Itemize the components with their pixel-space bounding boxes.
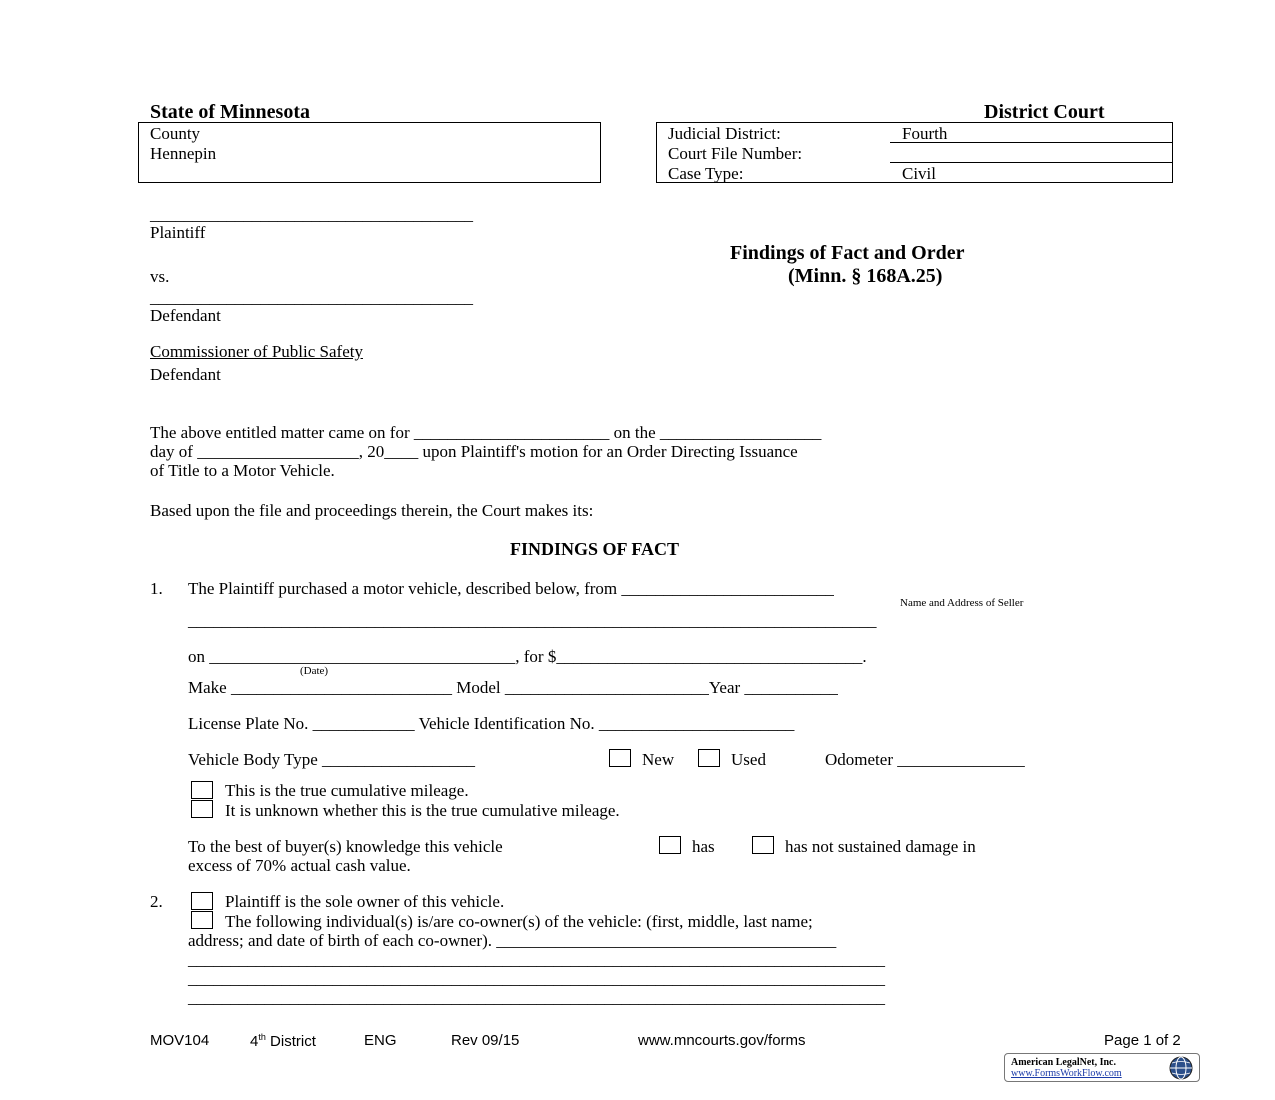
co-owner-line-2[interactable]: address; and date of birth of each co-owner). ________________________________________ [188,931,837,950]
co-owner-blank-2[interactable]: __________________________________________________________________________________ [188,969,885,988]
logo-company: American LegalNet, Inc. [1011,1057,1116,1068]
plaintiff-line[interactable]: ______________________________________ [150,205,473,224]
co-owner-blank-1[interactable]: __________________________________________________________________________________ [188,950,885,969]
co-owner-line-1: The following individual(s) is/are co-owner(s) of the vehicle: (first, middle, last name; [225,912,813,931]
county-label: County [150,124,201,143]
file-underline [890,162,1173,163]
new-label: New [642,750,675,769]
district-number: 4 [250,1033,259,1050]
damage-has-checkbox[interactable] [659,836,681,854]
date-price-line[interactable]: on ____________________________________, for $____________________________________. [188,647,867,666]
revision-date: Rev 09/15 [451,1032,520,1049]
district-word: District [270,1033,316,1050]
true-mileage-checkbox[interactable] [191,781,213,799]
county-value: Hennepin [150,144,217,163]
date-caption: (Date) [300,665,329,677]
commissioner-name: Commissioner of Public Safety [150,342,363,361]
defendant-label: Defendant [150,306,221,325]
body-type-line[interactable]: Vehicle Body Type __________________ [188,750,475,769]
document-title: Findings of Fact and Order [730,242,965,264]
true-mileage-label: This is the true cumulative mileage. [225,781,469,800]
damage-prefix: To the best of buyer(s) knowledge this vehicle [188,837,503,856]
judicial-district-value: Fourth [902,124,948,143]
court-heading: District Court [984,101,1105,123]
plate-vin-line[interactable]: License Plate No. ____________ Vehicle Identification No. _______________________ [188,714,795,733]
odometer-line[interactable]: Odometer _______________ [825,750,1025,769]
sole-owner-label: Plaintiff is the sole owner of this vehicle. [225,892,505,911]
defendant-line[interactable]: ______________________________________ [150,288,473,307]
damage-has-label: has [692,837,715,856]
page-number: Page 1 of 2 [1104,1032,1181,1049]
co-owner-blank-3[interactable]: __________________________________________________________________________________ [188,988,885,1007]
statute-reference: (Minn. § 168A.25) [788,265,943,287]
district-underline [890,142,1173,143]
new-checkbox[interactable] [609,749,631,767]
case-type-value: Civil [902,164,937,183]
globe-icon [1165,1055,1197,1081]
based-upon-text: Based upon the file and proceedings therein, the Court makes its: [150,501,594,520]
unknown-mileage-checkbox[interactable] [191,800,213,818]
unknown-mileage-label: It is unknown whether this is the true cumulative mileage. [225,801,620,820]
intro-line-1[interactable]: The above entitled matter came on for _______________________ on the ___________________ [150,423,822,442]
make-model-year-line[interactable]: Make __________________________ Model ________________________Year ___________ [188,678,838,697]
findings-heading: FINDINGS OF FACT [510,539,680,559]
intro-line-2[interactable]: day of ___________________, 20____ upon Plaintiff's motion for an Order Directing Issuance [150,442,798,461]
item-1-number: 1. [150,579,163,598]
seller-caption: Name and Address of Seller [900,597,1024,609]
plaintiff-label: Plaintiff [150,223,206,242]
form-code: MOV104 [150,1032,210,1049]
website-link[interactable]: www.mncourts.gov/forms [638,1032,806,1049]
damage-line-2: excess of 70% actual cash value. [188,856,411,875]
case-type-label: Case Type: [668,164,744,183]
item-2-number: 2. [150,892,163,911]
vs-label: vs. [150,267,170,286]
commissioner-role: Defendant [150,365,221,384]
seller-line[interactable]: The Plaintiff purchased a motor vehicle, described below, from _________________________ [188,579,834,598]
damage-has-not-checkbox[interactable] [752,836,774,854]
logo-url[interactable]: www.FormsWorkFlow.com [1011,1068,1122,1079]
american-legalnet-logo[interactable] [1004,1053,1200,1082]
district-suffix: th [258,1032,266,1042]
used-label: Used [731,750,766,769]
language-code: ENG [364,1032,397,1049]
state-heading: State of Minnesota [150,101,310,123]
court-file-label: Court File Number: [668,144,803,163]
used-checkbox[interactable] [698,749,720,767]
district-footer [250,1033,316,1049]
co-owner-checkbox[interactable] [191,911,213,929]
judicial-district-label: Judicial District: [668,124,781,143]
sole-owner-checkbox[interactable] [191,892,213,910]
intro-line-3: of Title to a Motor Vehicle. [150,461,335,480]
damage-has-not-label: has not sustained damage in [785,837,976,856]
seller-line-2[interactable]: _________________________________________________________________________________ [188,611,877,630]
